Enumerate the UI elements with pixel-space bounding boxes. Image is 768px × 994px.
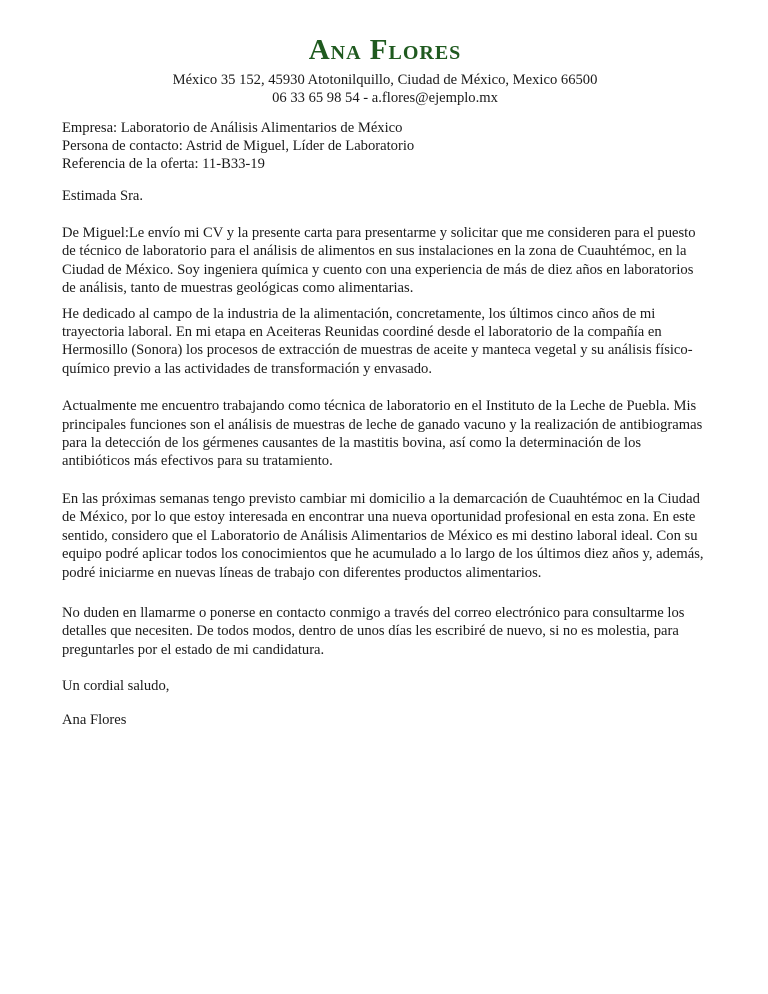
closing: Un cordial saludo, [62, 678, 170, 695]
paragraph-4: En las próximas semanas tengo previsto cambiar mi domicilio a la demarcación de Cuauhtémoc en la Ciudad de México, por lo que estoy interesada en encontrar una nueva oportunidad profesional en esta zona. En este sentido, considero que el Laboratorio de Análisis Alimentarios de México es mi destino laboral ideal. Con su equipo podré aplicar todos los conocimientos que he acumulado a lo largo de los últimos diez años y, además, podré iniciarme en nuevas líneas de trabajo con diferentes productos alimentarios. [62, 490, 704, 581]
greeting: Estimada Sra. [62, 188, 144, 204]
applicant-name: Ana Flores [308, 34, 462, 66]
paragraph-3: Actualmente me encuentro trabajando como técnica de laboratorio en el Instituto de la Leche de Puebla. Mis principales funciones son el análisis de muestras de leche de ganado vacuno y la realización de antibiogramas para la detección de los gérmenes causantes de la mastitis bovina, así como la determinación de los antibióticos más efectivos para su tratamiento. [62, 398, 703, 470]
paragraph-1: De Miguel:Le envío mi CV y la presente carta para presentarme y solicitar que me consideren para el puesto de técnico de laboratorio para el análisis de alimentos en sus instalaciones en la zona de Cuauhtémoc, en la Ciudad de México. Soy ingeniera química y cuento con una experiencia de más de diez años en laboratorios de análisis, tanto de muestras geológicas como alimentarias. [62, 225, 696, 297]
contact-person-line: Persona de contacto: Astrid de Miguel, Líder de Laboratorio [62, 138, 415, 154]
paragraph-2: He dedicado al campo de la industria de la alimentación, concretamente, los últimos cinco años de mi trayectoria laboral. En mi etapa en Aceiteras Reunidas coordiné desde el laboratorio de la compañía en Hermosillo (Sonora) los procesos de extracción de muestras de aceite y manteca vegetal y su análisis físico-químico previo a las actividades de transformación y envasado. [62, 305, 693, 377]
reference-line: Referencia de la oferta: 11-B33-19 [62, 156, 265, 172]
recipient-block [62, 119, 708, 173]
address-line: México 35 152, 45930 Atotonilquillo, Ciudad de México, Mexico 66500 [172, 72, 598, 88]
paragraph-5: No duden en llamarme o ponerse en contacto conmigo a través del correo electrónico para consultarme los detalles que necesiten. De todos modos, dentro de unos días les escribiré de nuevo, si no es molestia, para preguntarles por el estado de mi candidatura. [62, 604, 685, 658]
phone-email-line: 06 33 65 98 54 - a.flores@ejemplo.mx [272, 90, 498, 106]
contact-block [62, 71, 708, 107]
signature: Ana Flores [62, 712, 127, 729]
company-line: Empresa: Laboratorio de Análisis Alimentarios de México [62, 120, 403, 136]
